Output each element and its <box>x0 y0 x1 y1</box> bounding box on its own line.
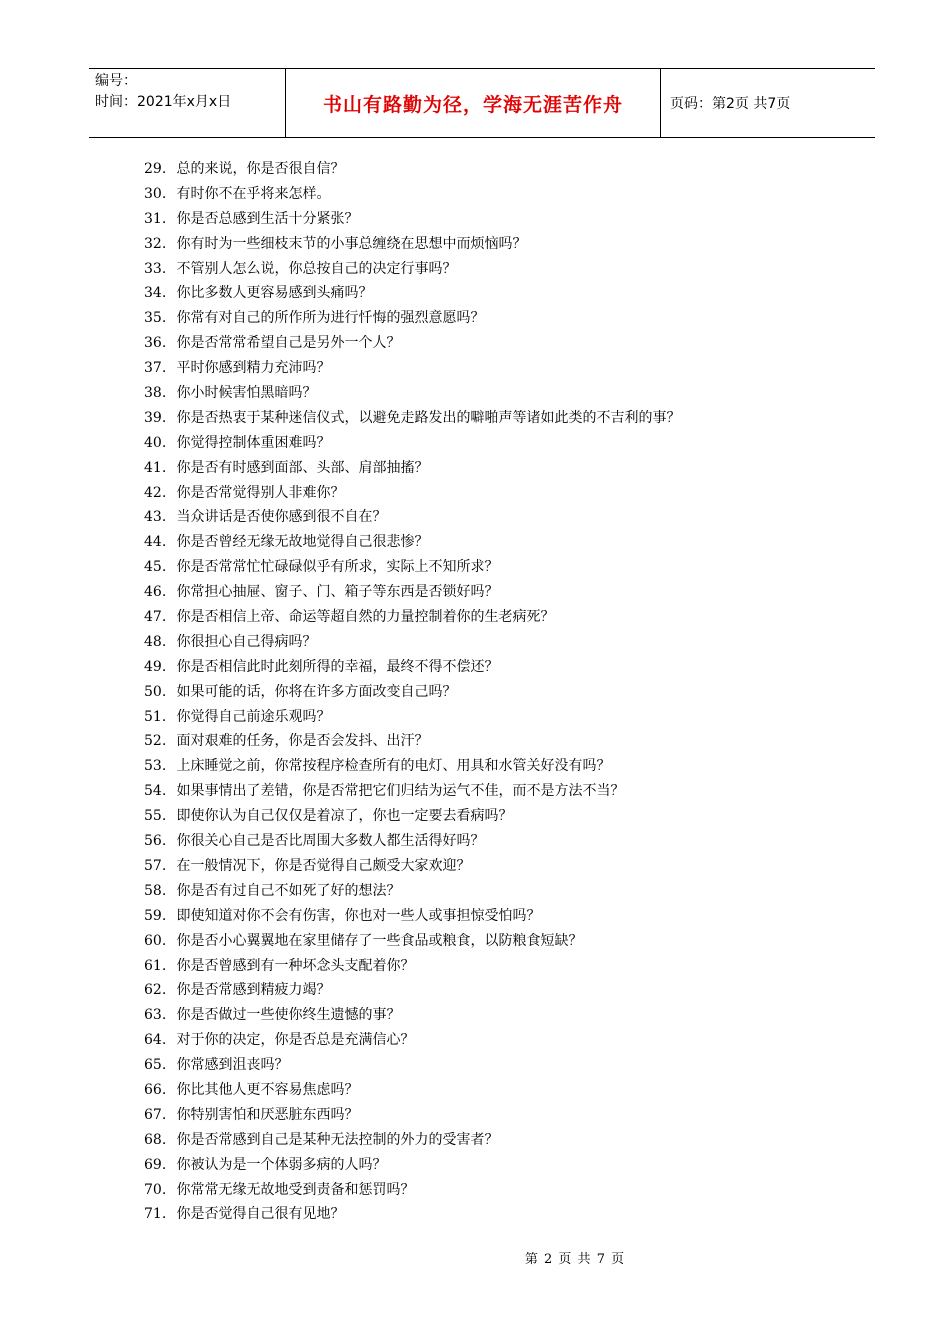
question-text: 你是否热衷于某种迷信仪式，以避免走路发出的噼啪声等诸如此类的不吉利的事？ <box>176 409 681 426</box>
question-text: 你是否曾经无缘无故地觉得自己很悲惨？ <box>176 534 429 551</box>
question-number: 57. <box>144 857 167 874</box>
question-text: 你常有对自己的所作所为进行忏悔的强烈意愿吗？ <box>176 310 485 327</box>
question-number: 42. <box>144 484 167 501</box>
question-text: 你是否常觉得别人非难你？ <box>176 484 345 501</box>
question-text: 你是否常常希望自己是另外一个人？ <box>176 335 401 352</box>
question-text: 你是否常感到自己是某种无法控制的外力的受害者？ <box>176 1131 499 1148</box>
question-item <box>144 281 864 306</box>
question-text: 你是否相信上帝、命运等超自然的力量控制着你的生老病死？ <box>176 609 555 626</box>
question-number: 31. <box>144 210 167 227</box>
question-item <box>144 954 864 979</box>
question-item <box>144 705 864 730</box>
question-number: 32. <box>144 235 167 252</box>
question-item <box>144 1003 864 1028</box>
question-text: 你觉得控制体重困难吗？ <box>176 434 331 451</box>
question-text: 面对艰难的任务，你是否会发抖、出汗？ <box>176 733 429 750</box>
question-item <box>144 854 864 879</box>
question-text: 你常常无缘无故地受到责备和惩罚吗？ <box>176 1181 415 1198</box>
question-number: 62. <box>144 982 167 999</box>
question-number: 46. <box>144 584 167 601</box>
question-number: 55. <box>144 808 167 825</box>
question-number: 49. <box>144 658 167 675</box>
question-item <box>144 505 864 530</box>
question-item <box>144 530 864 555</box>
question-number: 44. <box>144 534 167 551</box>
question-number: 61. <box>144 957 167 974</box>
question-number: 43. <box>144 509 167 526</box>
time-label: 时间：2021年x月x日 <box>95 94 232 110</box>
question-text: 你很关心自己是否比周围大多数人都生活得好吗？ <box>176 833 485 850</box>
question-number: 35. <box>144 310 167 327</box>
question-number: 56. <box>144 833 167 850</box>
question-item <box>144 630 864 655</box>
question-text: 你比多数人更容易感到头痛吗？ <box>176 285 373 302</box>
question-item <box>144 929 864 954</box>
question-number: 70. <box>144 1181 167 1198</box>
question-item <box>144 1028 864 1053</box>
question-item <box>144 978 864 1003</box>
question-list <box>144 157 864 1227</box>
question-item <box>144 655 864 680</box>
question-number: 69. <box>144 1156 167 1173</box>
question-number: 41. <box>144 459 167 476</box>
motto-text: 书山有路勤为径，学海无涯苦作舟 <box>322 93 623 116</box>
question-item <box>144 182 864 207</box>
question-text: 你是否有时感到面部、头部、肩部抽搐？ <box>176 459 429 476</box>
question-item <box>144 481 864 506</box>
footer-page-number: 第 2 页 共 7 页 <box>524 1252 626 1267</box>
question-item <box>144 605 864 630</box>
question-number: 45. <box>144 559 167 576</box>
question-number: 66. <box>144 1081 167 1098</box>
question-item <box>144 1202 864 1227</box>
question-item <box>144 580 864 605</box>
question-text: 你是否有过自己不如死了好的想法？ <box>176 882 401 899</box>
question-item <box>144 406 864 431</box>
question-number: 36. <box>144 335 167 352</box>
question-text: 你是否相信此时此刻所得的幸福，最终不得不偿还？ <box>176 658 499 675</box>
question-text: 如果可能的话，你将在许多方面改变自己吗？ <box>176 683 457 700</box>
question-text: 你是否常感到精疲力竭？ <box>176 982 331 999</box>
question-item <box>144 904 864 929</box>
question-item <box>144 555 864 580</box>
question-number: 52. <box>144 733 167 750</box>
question-text: 在一般情况下，你是否觉得自己颇受大家欢迎？ <box>176 857 471 874</box>
question-item <box>144 257 864 282</box>
question-number: 63. <box>144 1007 167 1024</box>
question-text: 有时你不在乎将来怎样。 <box>176 185 331 202</box>
question-number: 37. <box>144 360 167 377</box>
question-text: 你是否曾感到有一种坏念头支配着你？ <box>176 957 415 974</box>
question-item <box>144 456 864 481</box>
question-item <box>144 1103 864 1128</box>
question-number: 29. <box>144 161 167 177</box>
question-item <box>144 754 864 779</box>
question-item <box>144 331 864 356</box>
question-text: 你是否觉得自己很有见地？ <box>176 1206 345 1223</box>
question-text: 平时你感到精力充沛吗？ <box>176 360 331 377</box>
question-item <box>144 729 864 754</box>
question-item <box>144 1053 864 1078</box>
question-text: 即使知道对你不会有伤害，你也对一些人或事担惊受怕吗？ <box>176 907 541 924</box>
question-text: 即使你认为自己仅仅是着凉了，你也一定要去看病吗？ <box>176 808 513 825</box>
question-number: 50. <box>144 683 167 700</box>
question-number: 40. <box>144 434 167 451</box>
question-number: 71. <box>144 1206 167 1223</box>
question-text: 你是否常常忙忙碌碌似乎有所求，实际上不知所求？ <box>176 559 499 576</box>
question-text: 你是否做过一些使你终生遗憾的事？ <box>176 1007 401 1024</box>
question-item <box>144 157 864 182</box>
question-text: 你被认为是一个体弱多病的人吗？ <box>176 1156 387 1173</box>
question-number: 53. <box>144 758 167 775</box>
question-text: 总的来说，你是否很自信？ <box>176 161 345 177</box>
page-footer <box>0 1248 950 1267</box>
header-page-cell <box>661 69 875 137</box>
question-number: 47. <box>144 609 167 626</box>
question-number: 59. <box>144 907 167 924</box>
question-item <box>144 381 864 406</box>
question-number: 48. <box>144 633 167 650</box>
question-number: 38. <box>144 385 167 402</box>
question-item <box>144 306 864 331</box>
question-text: 你小时候害怕黑暗吗？ <box>176 385 317 402</box>
question-text: 你比其他人更不容易焦虑吗？ <box>176 1081 359 1098</box>
question-item <box>144 232 864 257</box>
question-item <box>144 879 864 904</box>
document-header <box>89 68 875 138</box>
question-text: 如果事情出了差错，你是否常把它们归结为运气不佳，而不是方法不当？ <box>176 783 625 800</box>
question-number: 39. <box>144 409 167 426</box>
question-number: 68. <box>144 1131 167 1148</box>
code-label: 编号： <box>95 73 137 89</box>
question-item <box>144 829 864 854</box>
question-number: 34. <box>144 285 167 302</box>
question-item <box>144 779 864 804</box>
question-text: 不管别人怎么说，你总按自己的决定行事吗？ <box>176 260 457 277</box>
question-text: 上床睡觉之前，你常按程序检查所有的电灯、用具和水管关好没有吗？ <box>176 758 611 775</box>
question-number: 60. <box>144 932 167 949</box>
header-meta-cell <box>89 69 286 137</box>
question-text: 你特别害怕和厌恶脏东西吗？ <box>176 1106 359 1123</box>
question-number: 64. <box>144 1032 167 1049</box>
question-text: 你常感到沮丧吗？ <box>176 1057 289 1074</box>
question-text: 你常担心抽屉、窗子、门、箱子等东西是否锁好吗？ <box>176 584 499 601</box>
question-number: 58. <box>144 882 167 899</box>
question-item <box>144 1153 864 1178</box>
question-text: 你觉得自己前途乐观吗？ <box>176 708 331 725</box>
question-text: 你有时为一些细枝末节的小事总缠绕在思想中而烦恼吗？ <box>176 235 527 252</box>
question-number: 30. <box>144 185 167 202</box>
question-item <box>144 1128 864 1153</box>
question-number: 51. <box>144 708 167 725</box>
question-text: 你很担心自己得病吗？ <box>176 633 317 650</box>
question-item <box>144 431 864 456</box>
question-item <box>144 804 864 829</box>
question-item <box>144 356 864 381</box>
question-number: 54. <box>144 783 167 800</box>
question-item <box>144 1178 864 1203</box>
question-item <box>144 1078 864 1103</box>
question-text: 当众讲话是否使你感到很不自在？ <box>176 509 387 526</box>
question-text: 你是否小心翼翼地在家里储存了一些食品或粮食，以防粮食短缺？ <box>176 932 583 949</box>
question-text: 对于你的决定，你是否总是充满信心？ <box>176 1032 415 1049</box>
question-item <box>144 680 864 705</box>
question-text: 你是否总感到生活十分紧张？ <box>176 210 359 227</box>
question-number: 67. <box>144 1106 167 1123</box>
header-motto-cell <box>286 69 661 137</box>
question-item <box>144 207 864 232</box>
question-number: 33. <box>144 260 167 277</box>
page-info: 页码：第2页 共7页 <box>670 96 791 112</box>
question-number: 65. <box>144 1057 167 1074</box>
